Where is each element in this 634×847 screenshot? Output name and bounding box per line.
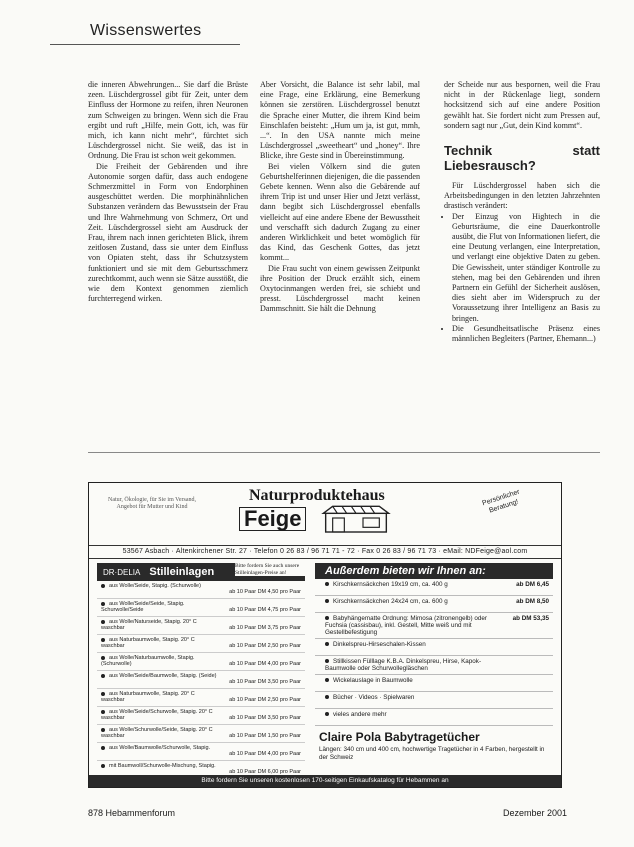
section-title: Wissenswertes xyxy=(90,22,202,39)
offer-row xyxy=(315,639,553,656)
brand-prefix: DR·DELIA xyxy=(103,568,141,577)
product-name: aus Wolle/Seide/Schurwolle, Stapig. 20° C waschbar xyxy=(101,709,213,721)
offer-price: ab DM 8,50 xyxy=(516,598,549,605)
ad-address: 53567 Asbach · Altenkirchener Str. 27 · Telefon 0 26 83 / 96 71 71 - 72 · Fax 0 26 83 / 96 71 73 · eMail: NDFeige@aol.com xyxy=(89,545,561,559)
paragraph: Die Freiheit der Gebärenden und ihre Autonomie sorgen dafür, dass auch endogene Schmerzmittel in Form von Endorphinen ausgeschüttet werden. Die morphinähnlichen Substanzen verändern das Bewusstsein der Frau und Ihre Wahrnehmung von Schmerz, Ort und Zeit. Lüschdergrossel sieht am Ausdruck der Frau, ihrem nach innen gerichteten Blick, ihrem zeitlosen Zustand, dass sie unter dem Einfluss von Opiaten steht, dass ihr Schutzsystem funktioniert und sie mit dem Geburtsschmerz zurechtkommt, auch wenn sie Sätze ausstößt, die wie dem Kontext genommen ziemlich furchterregend wirken. xyxy=(88,161,248,304)
offer-text: vieles andere mehr xyxy=(333,711,387,718)
offer-row xyxy=(315,656,553,675)
product-price: ab 10 Paar DM 2,50 pro Paar xyxy=(229,643,301,649)
offer-row xyxy=(315,596,553,613)
offer-text: Babyhängematte Ordnung: Mimosa (zitronengelb) oder Fuchsia (cassisbau), inkl. Gestell, Mitte weiß und mit Gestellbefestigung xyxy=(325,615,488,636)
product-price: ab 10 Paar DM 3,50 pro Paar xyxy=(229,679,301,685)
ad-stamp: Persönlicher Beratung! xyxy=(481,488,521,515)
article-column-2 xyxy=(260,80,420,315)
product-name: aus Wolle/Baumwolle/Schurwolle, Stapig. xyxy=(101,745,219,751)
bullet-icon xyxy=(325,659,329,663)
product-name: aus Wolle/Naturbaumwolle, Stapig. (Schurwolle) xyxy=(101,655,195,667)
column-end-rule xyxy=(88,452,600,453)
bullet-icon xyxy=(101,674,105,678)
offer-row xyxy=(315,579,553,596)
ad-right-column xyxy=(315,563,553,761)
product-row xyxy=(97,725,305,743)
offer-row xyxy=(315,692,553,709)
product-name: aus Wolle/Naturseide, Stapig. 20° C waschbar xyxy=(101,619,197,631)
offer-band: Außerdem bieten wir Ihnen an: xyxy=(315,563,553,579)
footer-right: Dezember 2001 xyxy=(503,808,568,818)
stilleinlagen-title: Stilleinlagen xyxy=(149,566,215,578)
product-row xyxy=(97,653,305,671)
product-name: aus Wolle/Seide/Baumwolle, Stapig. (Seide) xyxy=(101,673,219,679)
product-row xyxy=(97,617,305,635)
bullet-icon xyxy=(325,582,329,586)
title-rule xyxy=(50,44,240,45)
product-name: aus Wolle/Seide, Stapig. (Schurwolle) xyxy=(101,583,219,589)
article-column-3 xyxy=(444,80,600,344)
offer-text: Wickelauslage in Baumwolle xyxy=(333,677,413,684)
article-column-1 xyxy=(88,80,248,304)
product-row xyxy=(97,689,305,707)
offer-price: ab DM 6,45 xyxy=(516,581,549,588)
product-name: aus Wolle/Schurwolle/Seide, Stapig. 20° C waschbar xyxy=(101,727,213,739)
bullet-icon xyxy=(101,656,105,660)
ad-left-note: Natur, Ökologie, für Sie im Versand, Angebot für Mutter und Kind xyxy=(108,497,196,510)
list-item: • Die Gesundheitsatlische Präsenz eines männlichen Begleiters (Partner, Ehemann...) xyxy=(452,324,600,344)
product-row xyxy=(97,635,305,653)
offer-price: ab DM 53,35 xyxy=(512,615,549,622)
bullet-icon xyxy=(325,616,329,620)
paragraph: Die Frau sucht von einem gewissen Zeitpunkt ihre Position der Druck erzählt sich, einem Oxytocinmangen werden frei, sie schiebt und presst. Lüschdergrossel macht keinen Dammschnitt. Sie hält die Dehnung xyxy=(260,263,420,314)
bullet-icon xyxy=(101,584,105,588)
bullet-icon xyxy=(325,678,329,682)
bullet-icon xyxy=(101,638,105,642)
product-price: ab 10 Paar DM 2,50 pro Paar xyxy=(229,697,301,703)
bullet-icon xyxy=(101,692,105,696)
product-row xyxy=(97,707,305,725)
product-price: ab 10 Paar DM 3,50 pro Paar xyxy=(229,715,301,721)
offer-list xyxy=(315,579,553,726)
paragraph: Bei vielen Völkern sind die guten Geburtshelferinnen diejenigen, die die passenden Gebete kennen. Wenn also die Gebärende auf ihrem Trip ist und unser Hier und Jetzt verlässt, dann begibt sich Lüschdergrossel ebenfalls vielleicht auf eine andere Ebene der Bewusstheit und verschafft sich dadurch Zugang zu einer anderen Wirklichkeit und betet womöglich für das Kind, das Geschenk Gottes, das jetzt kommt... xyxy=(260,161,420,263)
product-name: mit Baumwoll/Schurwolle-Mischung, Stapig. xyxy=(101,763,219,769)
offer-text: Stillkissen Fülllage K.B.A. Dinkelspreu, Hirse, Kapok-Baumwolle oder Schurwollegläschen xyxy=(325,658,482,672)
ad-header xyxy=(89,483,561,531)
product-price: ab 10 Paar DM 4,00 pro Paar xyxy=(229,661,301,667)
bullet-icon xyxy=(101,764,105,768)
paragraph: Für Lüschdergrossel haben sich die Arbeitsbedingungen in den letzten Jahrzehnten drastisch verändert: xyxy=(444,181,600,211)
claire-body: Längen: 340 cm und 400 cm, hochwertige Tragetücher in 4 Farben, hergestellt in der Schweiz xyxy=(319,746,545,761)
offer-text: Kirschkernsäckchen 19x19 cm, ca. 400 g xyxy=(333,581,448,588)
product-row xyxy=(97,599,305,617)
bullet-icon xyxy=(325,695,329,699)
bullet-icon xyxy=(101,602,105,606)
product-price: ab 10 Paar DM 1,50 pro Paar xyxy=(229,733,301,739)
paragraph: der Scheide nur aus bespornen, weil die Frau nicht in der Rückenlage liegt, sondern hocksitzend sich auf eine andere Position gewählt hat. Sie fordert nicht zum Pressen auf, sondern sagt nur „Gut, dein Kind kommt“. xyxy=(444,80,600,130)
claire-title: Claire Pola Babytragetücher xyxy=(319,730,480,744)
paragraph: die inneren Abwehrungen... Sie darf die Brüste zeen. Lüschdergrossel gibt für Zeit, unter dem Einfluss der Hormone zu reifen, ihren Neuronen zum Schweigen zu bringen. Wenn sich die Frau ergibt und ruft „Hilfe, mein Gott, ich, was für mich, ich kann nicht mehr“, fürchtet sich Lüschdergrossel nicht. Sie weiß, das ist in Ordnung. Die Frau ist schon weit gekommen. xyxy=(88,80,248,161)
bullet-icon xyxy=(101,710,105,714)
footer-left: 878 Hebammenforum xyxy=(88,808,176,818)
bullet-icon xyxy=(101,728,105,732)
stilleinlagen-note: Bitte fordern Sie auch unsere Stilleinlagen-Preise an! xyxy=(235,563,305,576)
product-price: ab 10 Paar DM 4,75 pro Paar xyxy=(229,607,301,613)
bullet-icon xyxy=(325,712,329,716)
product-price: ab 10 Paar DM 4,00 pro Paar xyxy=(229,751,301,757)
offer-text: Bücher · Videos · Spielwaren xyxy=(333,694,415,701)
bullet-icon xyxy=(101,620,105,624)
product-price: ab 10 Paar DM 6,00 pro Paar xyxy=(229,769,301,775)
offer-text: Dinkelspreu-Hirseschalen-Kissen xyxy=(333,641,426,648)
bullet-list xyxy=(444,212,600,345)
product-row xyxy=(97,743,305,761)
shop-icon xyxy=(321,503,391,533)
product-name: aus Naturbaumwolle, Stapig. 20° C waschbar xyxy=(101,637,195,649)
list-item: • Der Einzug von Hightech in die Geburtsräume, die eine Dauerkontrolle ausübt, die Flut von Informationen liefert, die eine Deutung verlangen, eine Interpretation, und verlangt eine objektive Daten zu geben. Die Gewissheit, unter ständiger Kontrolle zu stehen, mag bei den Gebärenden und ihren Partnern ein Gefühl der Sicherheit auslösen, dies sieht aber im Widerspruch zu der Voraussetzung ihrer Intelligenz an Basis zu bringen. xyxy=(452,212,600,324)
ad-brand-top: Naturproduktehaus xyxy=(249,487,385,504)
offer-row xyxy=(315,675,553,692)
product-row xyxy=(97,581,305,599)
ad-left-column xyxy=(97,563,305,779)
bullet-icon xyxy=(325,599,329,603)
subheading: Technik statt Liebesrausch? xyxy=(444,143,600,174)
paragraph: Aber Vorsicht, die Balance ist sehr labil, mal eine Frage, eine Erklärung, eine Bemerkung können sie zerstören. Lüschdergrossel benutzt die Sprache einer Mutter, die ihrem Kind beim Einschlafen beisteht: „Hum um ja, ist gut, mmh, ...“. In den USA nannte mich meine Lüschdergrossel „sweetheart“ und „honey“. Ihre Blicke, ihre Geste sind in Übereinstimmung. xyxy=(260,80,420,161)
product-row xyxy=(97,671,305,689)
offer-row xyxy=(315,613,553,639)
product-price: ab 10 Paar DM 3,75 pro Paar xyxy=(229,625,301,631)
ad-brand-name: Feige xyxy=(239,507,306,531)
product-price: ab 10 Paar DM 4,50 pro Paar xyxy=(229,589,301,595)
product-list xyxy=(97,581,305,779)
product-name: aus Wolle/Seide/Seide, Stapig. Schurwolle/Seide xyxy=(101,601,185,613)
bullet-icon xyxy=(101,746,105,750)
ad-bottom-line: Bitte fordern Sie unseren kostenlosen 170-seitigen Einkaufskatalog für Hebammen an xyxy=(89,775,561,787)
product-name: aus Naturbaumwolle, Stapig. 20° C waschbar xyxy=(101,691,195,703)
offer-row xyxy=(315,709,553,726)
bullet-icon xyxy=(325,642,329,646)
offer-text: Kirschkernsäckchen 24x24 cm, ca. 600 g xyxy=(333,598,448,605)
advertisement xyxy=(88,482,562,788)
